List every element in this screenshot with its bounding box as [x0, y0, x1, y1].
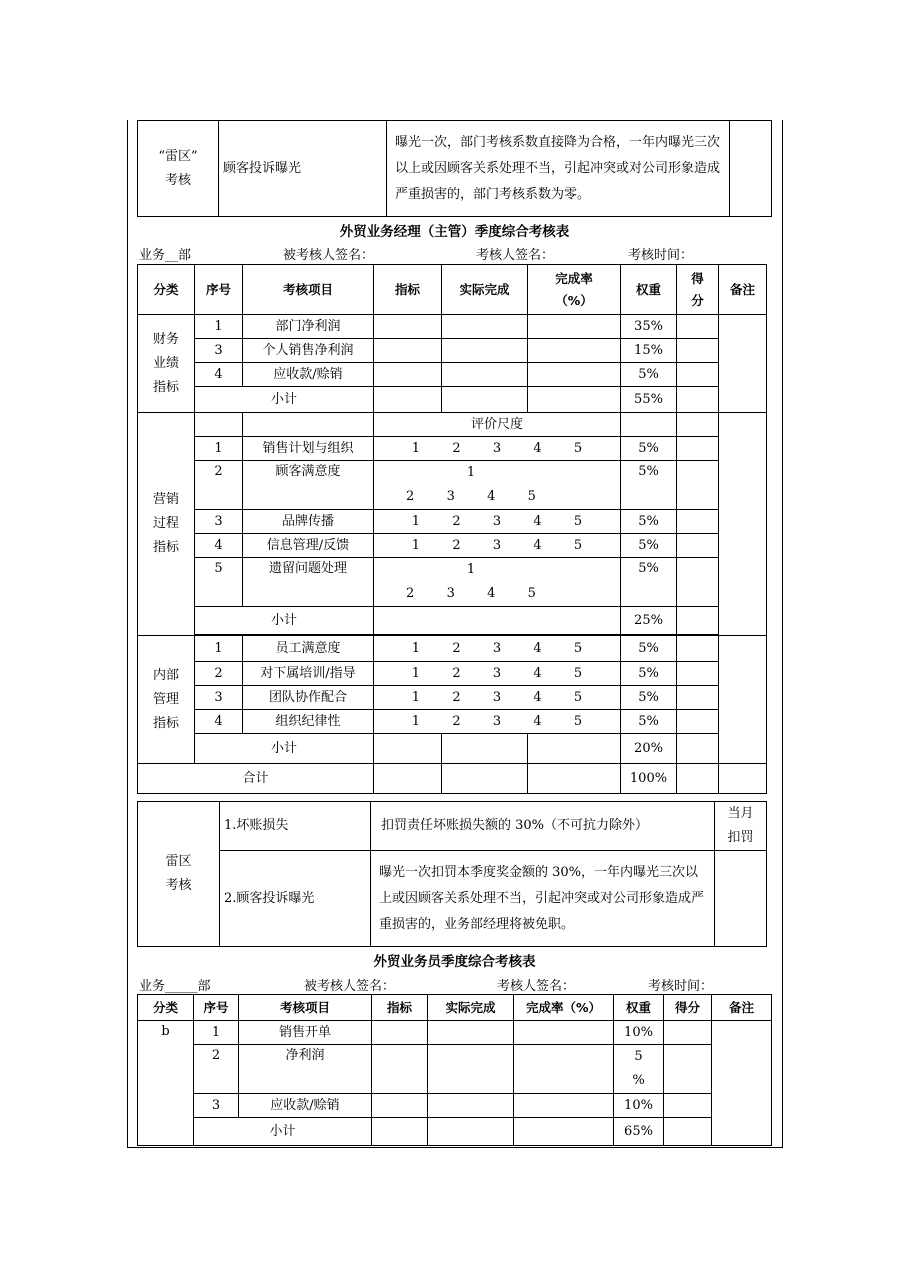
subtotal-row [138, 734, 767, 764]
manager-table [137, 264, 767, 794]
row-item: 销售计划与组织 [243, 437, 374, 461]
top-description: 曝光一次，部门考核系数直接降为合格，一年内曝光三次以上或因顾客关系处理不当，引起冲突或对公司形象造成严重损害的，部门考核系数为零。 [387, 121, 730, 217]
row-no: 3 [194, 1094, 239, 1118]
row-no: 1 [194, 1021, 239, 1045]
internal-category: 内部 管理 指标 [138, 636, 195, 764]
row-scale: 1 2 3 4 5 [374, 534, 621, 558]
subtotal-weight: 20% [621, 734, 677, 764]
row-scale: 1 2 3 4 5 [374, 510, 621, 534]
table-row [138, 636, 767, 662]
minefield-item: 1.坏账损失 [220, 802, 371, 851]
row-weight: 5% [621, 636, 677, 662]
total-row [138, 764, 767, 794]
staff-table [137, 994, 772, 1146]
manager-table-title: 外贸业务经理（主管）季度综合考核表 [339, 224, 570, 240]
row-no: 3 [195, 339, 243, 363]
finance-note [719, 315, 767, 413]
staff-sig-dept: 业务_____部 [139, 979, 211, 994]
header-note: 备注 [712, 995, 772, 1021]
subtotal-row [138, 1118, 772, 1146]
row-item: 品牌传播 [243, 510, 374, 534]
row-scale: 1 2 3 4 5 [374, 710, 621, 734]
header-indicator: 指标 [374, 265, 442, 315]
staff-sig-assessee: 被考核人签名： [304, 979, 396, 994]
subtotal-weight: 65% [614, 1118, 664, 1146]
row-item: 员工满意度 [243, 636, 374, 662]
header-category: 分类 [138, 995, 194, 1021]
header-actual: 实际完成 [442, 265, 528, 315]
staff-category: b [138, 1021, 194, 1146]
subtotal-label: 小计 [195, 607, 374, 635]
header-no: 序号 [195, 265, 243, 315]
sig-dept: 业务__部 [139, 248, 192, 263]
sig-assessee: 被考核人签名： [283, 248, 375, 263]
subtotal-label: 小计 [194, 1118, 372, 1146]
header-item: 考核项目 [239, 995, 372, 1021]
staff-sig-time: 考核时间： [648, 979, 714, 994]
row-no: 4 [195, 363, 243, 387]
row-weight: 5% [621, 710, 677, 734]
row-item: 信息管理/反馈 [243, 534, 374, 558]
header-item: 考核项目 [243, 265, 374, 315]
subtotal-row [138, 387, 767, 413]
row-no: 3 [195, 510, 243, 534]
table-row [138, 363, 767, 387]
subtotal-weight: 55% [621, 387, 677, 413]
row-item: 销售开单 [239, 1021, 372, 1045]
header-indicator: 指标 [372, 995, 428, 1021]
total-weight: 100% [621, 764, 677, 794]
row-item: 组织纪律性 [243, 710, 374, 734]
row-weight: 15% [621, 339, 677, 363]
table-row [138, 437, 767, 461]
minefield-note [715, 851, 767, 947]
table-row [138, 339, 767, 363]
top-minefield-table [137, 120, 772, 217]
subtotal-label: 小计 [195, 387, 374, 413]
staff-sig-assessor: 考核人签名： [497, 979, 576, 994]
row-weight: 5 % [614, 1045, 664, 1094]
table-row [138, 510, 767, 534]
header-score: 得 分 [677, 265, 719, 315]
minefield-row [138, 802, 767, 851]
header-score: 得分 [664, 995, 712, 1021]
total-label: 合计 [138, 764, 374, 794]
top-item: 顾客投诉曝光 [219, 121, 387, 217]
row-scale: 1 2 3 4 5 [374, 461, 621, 510]
table-row [138, 534, 767, 558]
sig-time: 考核时间： [628, 248, 694, 263]
row-item: 应收款/赊销 [239, 1094, 372, 1118]
row-no: 1 [195, 437, 243, 461]
row-no: 1 [195, 315, 243, 339]
row-no: 1 [195, 636, 243, 662]
row-no: 2 [195, 461, 243, 510]
table-row [138, 1021, 772, 1045]
row-weight: 5% [621, 558, 677, 607]
row-weight: 5% [621, 662, 677, 686]
header-note: 备注 [719, 265, 767, 315]
minefield-row [138, 851, 767, 947]
row-weight: 5% [621, 510, 677, 534]
row-item: 对下属培训/指导 [243, 662, 374, 686]
row-item: 部门净利润 [243, 315, 374, 339]
minefield-category: 雷区 考核 [138, 802, 220, 947]
table-row [138, 461, 767, 510]
header-no: 序号 [194, 995, 239, 1021]
sig-assessor: 考核人签名： [476, 248, 555, 263]
header-weight: 权重 [614, 995, 664, 1021]
row-no: 2 [194, 1045, 239, 1094]
subtotal-label: 小计 [195, 734, 374, 764]
top-note [730, 121, 772, 217]
staff-table-title: 外贸业务员季度综合考核表 [373, 954, 536, 970]
row-no: 4 [195, 710, 243, 734]
staff-note [712, 1021, 772, 1146]
row-item: 净利润 [239, 1045, 372, 1094]
table-row [138, 662, 767, 686]
manager-minefield-table [137, 801, 767, 947]
minefield-desc: 扣罚责任坏账损失额的 30%（不可抗力除外） [371, 802, 715, 851]
row-weight: 5% [621, 363, 677, 387]
table-row [138, 315, 767, 339]
scale-header-row [138, 413, 767, 437]
row-weight: 5% [621, 534, 677, 558]
row-no: 2 [195, 662, 243, 686]
minefield-desc: 曝光一次扣罚本季度奖金额的 30%，一年内曝光三次以上或因顾客关系处理不当，引起冲突或对公司形象造成严重损害的，业务部经理将被免职。 [371, 851, 715, 947]
row-weight: 10% [614, 1094, 664, 1118]
row-item: 团队协作配合 [243, 686, 374, 710]
header-rate: 完成率 （%） [528, 265, 621, 315]
internal-note [719, 636, 767, 764]
row-weight: 5% [621, 437, 677, 461]
finance-category: 财务 业绩 指标 [138, 315, 195, 413]
row-weight: 35% [621, 315, 677, 339]
marketing-category: 营销 过程 指标 [138, 413, 195, 636]
row-weight: 5% [621, 461, 677, 510]
row-weight: 5% [621, 686, 677, 710]
table-row [138, 558, 767, 607]
row-no: 3 [195, 686, 243, 710]
minefield-note: 当月 扣罚 [715, 802, 767, 851]
row-item: 应收款/赊销 [243, 363, 374, 387]
row-item: 顾客满意度 [243, 461, 374, 510]
top-category: “雷区” 考核 [138, 121, 219, 217]
row-item: 个人销售净利润 [243, 339, 374, 363]
staff-header-row [138, 995, 772, 1021]
table-row [138, 1094, 772, 1118]
row-scale: 1 2 3 4 5 [374, 636, 621, 662]
subtotal-weight: 25% [621, 607, 677, 635]
scale-header: 评价尺度 [374, 413, 621, 437]
header-rate: 完成率（%） [514, 995, 614, 1021]
subtotal-row [138, 607, 767, 635]
row-no: 4 [195, 534, 243, 558]
row-scale: 1 2 3 4 5 [374, 662, 621, 686]
minefield-item: 2.顾客投诉曝光 [220, 851, 371, 947]
header-actual: 实际完成 [428, 995, 514, 1021]
marketing-note [719, 413, 767, 636]
row-no: 5 [195, 558, 243, 607]
row-scale: 1 2 3 4 5 [374, 437, 621, 461]
table-row [138, 1045, 772, 1094]
row-scale: 1 2 3 4 5 [374, 686, 621, 710]
row-scale: 1 2 3 4 5 [374, 558, 621, 607]
table-row [138, 710, 767, 734]
header-weight: 权重 [621, 265, 677, 315]
manager-header-row [138, 265, 767, 315]
row-item: 遗留问题处理 [243, 558, 374, 607]
table-row [138, 686, 767, 710]
row-weight: 10% [614, 1021, 664, 1045]
header-category: 分类 [138, 265, 195, 315]
